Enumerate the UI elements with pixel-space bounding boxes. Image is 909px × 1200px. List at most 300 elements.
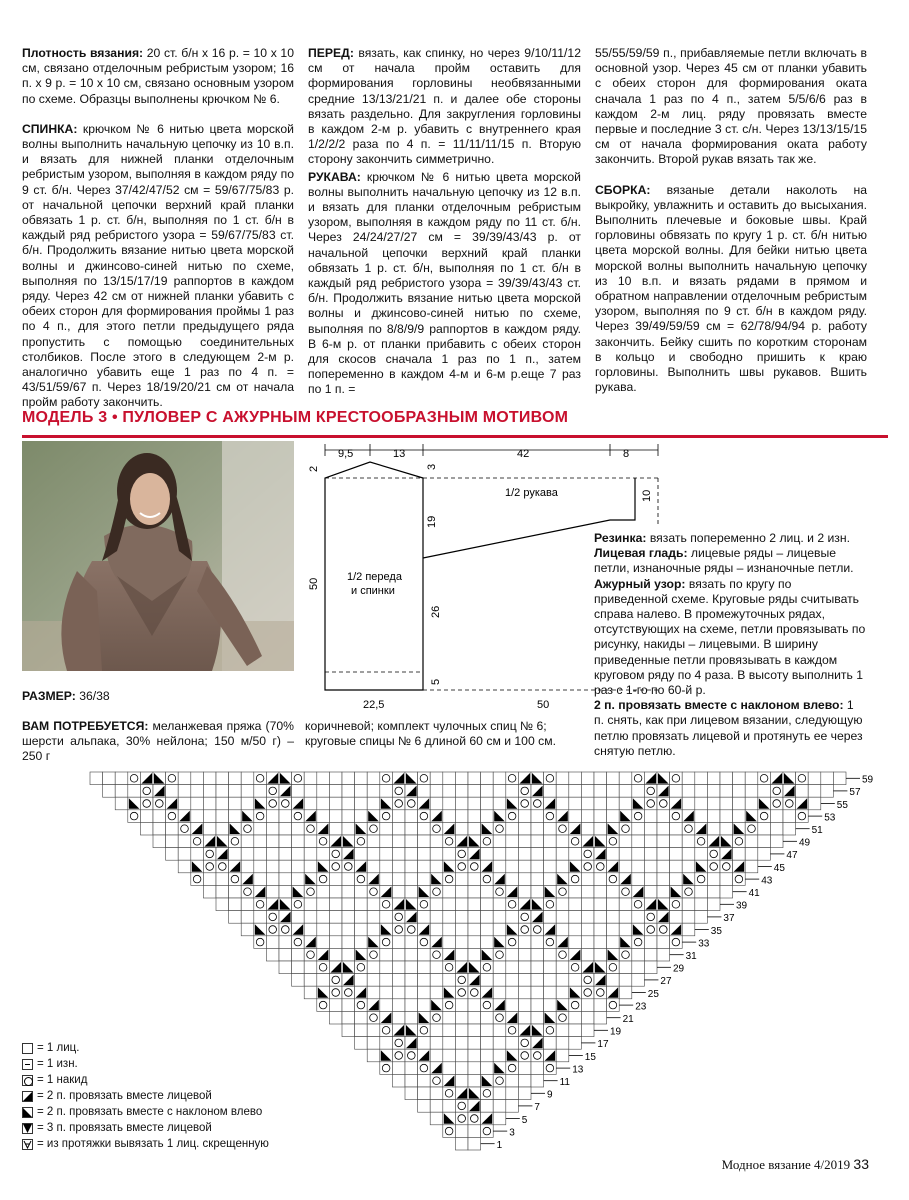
chart-cell bbox=[518, 1087, 531, 1100]
chart-cell bbox=[619, 848, 632, 861]
chart-cell bbox=[430, 1049, 443, 1062]
chart-cell bbox=[632, 860, 645, 873]
chart-cell bbox=[254, 860, 267, 873]
chart-cell bbox=[191, 785, 204, 798]
chart-cell bbox=[657, 936, 670, 949]
chart-cell bbox=[569, 898, 582, 911]
page-footer bbox=[722, 1156, 869, 1173]
chart-cell bbox=[481, 797, 494, 810]
chart-cell bbox=[607, 923, 620, 936]
chart-cell bbox=[783, 797, 796, 810]
dim-26: 26 bbox=[430, 605, 442, 618]
chart-cell bbox=[657, 923, 670, 936]
chart-cell bbox=[279, 885, 292, 898]
chart-cell bbox=[695, 810, 708, 823]
chart-cell bbox=[531, 974, 544, 987]
chart-cell bbox=[355, 1037, 368, 1050]
chart-cell bbox=[569, 835, 582, 848]
chart-cell bbox=[430, 1024, 443, 1037]
chart-cell bbox=[468, 923, 481, 936]
chart-cell bbox=[758, 835, 771, 848]
chart-cell bbox=[380, 835, 393, 848]
chart-cell bbox=[430, 1087, 443, 1100]
chart-cell bbox=[632, 873, 645, 886]
chart-cell bbox=[392, 822, 405, 835]
chart-cell bbox=[531, 835, 544, 848]
chart-cell bbox=[531, 885, 544, 898]
chart-cell bbox=[216, 873, 229, 886]
chart-cell bbox=[581, 1011, 594, 1024]
chart-cell bbox=[607, 797, 620, 810]
chart-cell bbox=[594, 923, 607, 936]
chart-cell bbox=[481, 999, 494, 1012]
chart-cell bbox=[392, 835, 405, 848]
chart-cell bbox=[342, 772, 355, 785]
back-text: крючком № 6 нитью цвета морской волны выполнить начальную цепочку из 10 в.п. и вязать для нижней планки отделочным ребристым узором, выполняя в каждом ряду по 9 ст. б/н. Через 37/42/47/52 см = 59/67/75/83 р. от начальной цепочки верхний край планки обвязать 1 р. ст. б/н, выполняя по 1 ст. б/н в каждый ряд ребристого узора = 59/67/75/83 ст. б/н. Продолжить вязание нитью цвета морской волны и джинсово-синей нитью по схеме, выполняя по 13/15/17/19 раппортов в каждом ряду. Через 42 см от нижней планки убавить с обеих сторон для формирования проймы 1 раз по 4 п., для этого петли предыдущего ряда пропустить с помощью соединительных столбиков. После этого в следующем 2-м р. аналогично убавить еще 1 раз по 4 п. = 43/51/59/67 п. Через 18/19/20/21 см от начала пройм работу закончить. bbox=[22, 121, 294, 410]
chart-cell bbox=[430, 923, 443, 936]
chart-cell bbox=[443, 974, 456, 987]
chart-cell bbox=[607, 961, 620, 974]
chart-cell bbox=[670, 911, 683, 924]
chart-cell bbox=[392, 974, 405, 987]
chart-cell bbox=[607, 898, 620, 911]
chart-cell bbox=[619, 986, 632, 999]
chart-cell bbox=[455, 810, 468, 823]
chart-cell bbox=[279, 961, 292, 974]
chart-cell bbox=[455, 848, 468, 861]
chart-cell bbox=[783, 810, 796, 823]
dim-50: 50 bbox=[308, 577, 320, 590]
chart-cell bbox=[808, 772, 821, 785]
sleeves-text: крючком № 6 нитью цвета морской волны выполнить начальную цепочку из 12 в.п. и вязать для планки отделочным ребристым узором, выполняя в каждом ряду по 11 ст. б/н. Через 24/24/27/27 см = 39/39/43/43 р. от начальной цепочки верхний край планки обвязать 1 р. ст. б/н, выполняя по 1 ст. б/н в каждый ряд ребристого узора = 39/39/43/43 ст. б/н. Продолжить вязание нитью цвета морской волны и джинсово-синей нитью по схеме, выполняя по 8/8/9/9 раппортов в каждом ряду. В 6-м р. от планки прибавить с обеих сторон для скосов сначала 1 раз по 1 п., затем попеременно в каждом 4-м и 6-м р.еще 7 раз по 1 п. = bbox=[308, 169, 581, 397]
chart-cell bbox=[581, 797, 594, 810]
chart-cell bbox=[607, 835, 620, 848]
chart-cell bbox=[518, 1011, 531, 1024]
stitch-descriptions bbox=[594, 531, 866, 759]
chart-cell bbox=[619, 885, 632, 898]
legend-item bbox=[22, 1056, 269, 1072]
chart-cell bbox=[166, 835, 179, 848]
chart-cell bbox=[733, 772, 746, 785]
chart-cell bbox=[733, 785, 746, 798]
chart-cell bbox=[355, 999, 368, 1012]
chart-cell bbox=[418, 1062, 431, 1075]
dim-8: 8 bbox=[623, 448, 630, 460]
chart-cell bbox=[556, 885, 569, 898]
chart-cell bbox=[581, 974, 594, 987]
dim-2: 2 bbox=[308, 465, 320, 472]
chart-cell bbox=[481, 936, 494, 949]
chart-cell bbox=[392, 911, 405, 924]
chart-cell bbox=[569, 923, 582, 936]
chart-cell bbox=[317, 848, 330, 861]
chart-cell bbox=[443, 923, 456, 936]
chart-cell bbox=[695, 785, 708, 798]
chart-cell bbox=[644, 860, 657, 873]
chart-cell bbox=[405, 835, 418, 848]
chart-cell bbox=[670, 936, 683, 949]
chart-cell bbox=[430, 885, 443, 898]
chart-cell bbox=[392, 810, 405, 823]
chart-cell bbox=[493, 1049, 506, 1062]
chart-cell bbox=[682, 797, 695, 810]
chart-cell bbox=[216, 860, 229, 873]
chart-cell bbox=[455, 785, 468, 798]
chart-cell bbox=[644, 911, 657, 924]
chart-cell bbox=[317, 810, 330, 823]
chart-cell bbox=[279, 948, 292, 961]
chart-cell bbox=[644, 936, 657, 949]
chart-cell bbox=[367, 898, 380, 911]
chart-cell bbox=[367, 1049, 380, 1062]
chart-cell bbox=[292, 936, 305, 949]
chart-cell bbox=[758, 848, 771, 861]
chart-cell bbox=[405, 1087, 418, 1100]
chart-cell bbox=[367, 822, 380, 835]
magazine-name: Модное вязание 4/2019 bbox=[721, 1157, 851, 1172]
row-number: 1 bbox=[496, 1140, 503, 1151]
chart-cell bbox=[468, 860, 481, 873]
front-heading: ПЕРЕД: bbox=[308, 46, 354, 60]
text-column-1 bbox=[22, 46, 294, 426]
chart-cell bbox=[191, 835, 204, 848]
chart-cell bbox=[796, 785, 809, 798]
materials bbox=[22, 719, 294, 765]
chart-cell bbox=[392, 848, 405, 861]
chart-cell bbox=[770, 835, 783, 848]
chart-cell bbox=[468, 1062, 481, 1075]
chart-cell bbox=[317, 999, 330, 1012]
chart-cell bbox=[367, 885, 380, 898]
chart-cell bbox=[544, 810, 557, 823]
chart-cell bbox=[594, 948, 607, 961]
chart-cell bbox=[241, 923, 254, 936]
chart-cell bbox=[405, 810, 418, 823]
chart-cell bbox=[619, 923, 632, 936]
chart-cell bbox=[581, 936, 594, 949]
chart-cell bbox=[518, 1074, 531, 1087]
chart-cell bbox=[216, 885, 229, 898]
chart-cell bbox=[229, 873, 242, 886]
chart-cell bbox=[216, 822, 229, 835]
chart-cell bbox=[304, 986, 317, 999]
chart-cell bbox=[128, 810, 141, 823]
chart-cell bbox=[707, 898, 720, 911]
chart-cell bbox=[329, 974, 342, 987]
chart-cell bbox=[115, 785, 128, 798]
chart-cell bbox=[481, 772, 494, 785]
chart-cell bbox=[581, 898, 594, 911]
chart-cell bbox=[544, 898, 557, 911]
chart-cell bbox=[304, 974, 317, 987]
chart-cell bbox=[531, 810, 544, 823]
chart-cell bbox=[367, 911, 380, 924]
chart-cell bbox=[241, 911, 254, 924]
chart-cell bbox=[254, 822, 267, 835]
chart-cell bbox=[317, 785, 330, 798]
chart-cell bbox=[493, 1112, 506, 1125]
chart-cell bbox=[493, 835, 506, 848]
chart-cell bbox=[468, 986, 481, 999]
chart-cell bbox=[229, 835, 242, 848]
chart-cell bbox=[468, 999, 481, 1012]
chart-cell bbox=[594, 822, 607, 835]
chart-cell bbox=[443, 785, 456, 798]
chart-cell bbox=[506, 974, 519, 987]
row-number: 31 bbox=[685, 951, 697, 962]
chart-cell bbox=[140, 822, 153, 835]
chart-cell bbox=[518, 835, 531, 848]
chart-cell bbox=[455, 923, 468, 936]
chart-cell bbox=[455, 911, 468, 924]
chart-cell bbox=[493, 885, 506, 898]
chart-cell bbox=[266, 911, 279, 924]
chart-cell bbox=[644, 885, 657, 898]
chart-cell bbox=[355, 1011, 368, 1024]
dim-3: 3 bbox=[426, 463, 438, 470]
chart-cell bbox=[518, 797, 531, 810]
chart-cell bbox=[292, 772, 305, 785]
chart-cell bbox=[342, 911, 355, 924]
chart-cell bbox=[279, 835, 292, 848]
chart-cell bbox=[518, 822, 531, 835]
chart-cell bbox=[329, 822, 342, 835]
chart-cell bbox=[581, 999, 594, 1012]
chart-cell bbox=[644, 797, 657, 810]
chart-cell bbox=[493, 797, 506, 810]
chart-cell bbox=[531, 936, 544, 949]
chart-cell bbox=[607, 810, 620, 823]
row-number: 39 bbox=[736, 900, 748, 912]
body-label-2: и спинки bbox=[351, 585, 395, 597]
chart-cell bbox=[720, 822, 733, 835]
chart-cell bbox=[481, 898, 494, 911]
chart-cell bbox=[531, 873, 544, 886]
chart-cell bbox=[455, 1049, 468, 1062]
chart-cell bbox=[670, 810, 683, 823]
model-banner bbox=[22, 407, 888, 438]
twisted-icon bbox=[22, 1139, 33, 1150]
chart-cell bbox=[657, 797, 670, 810]
chart-cell bbox=[531, 797, 544, 810]
chart-cell bbox=[556, 797, 569, 810]
chart-cell bbox=[657, 810, 670, 823]
chart-cell bbox=[518, 948, 531, 961]
chart-cell bbox=[544, 822, 557, 835]
chart-cell bbox=[821, 785, 834, 798]
chart-cell bbox=[405, 948, 418, 961]
chart-cell bbox=[518, 873, 531, 886]
chart-cell bbox=[594, 873, 607, 886]
chart-cell bbox=[682, 911, 695, 924]
chart-cell bbox=[90, 772, 103, 785]
chart-cell bbox=[342, 923, 355, 936]
chart-cell bbox=[392, 873, 405, 886]
chart-cell bbox=[682, 822, 695, 835]
chart-cell bbox=[569, 810, 582, 823]
chart-cell bbox=[707, 785, 720, 798]
chart-cell bbox=[493, 974, 506, 987]
chart-cell bbox=[644, 848, 657, 861]
chart-cell bbox=[808, 785, 821, 798]
chart-cell bbox=[581, 772, 594, 785]
chart-cell bbox=[254, 911, 267, 924]
chart-cell bbox=[607, 999, 620, 1012]
chart-cell bbox=[203, 797, 216, 810]
row-number: 37 bbox=[723, 913, 735, 925]
chart-cell bbox=[418, 948, 431, 961]
chart-cell bbox=[506, 898, 519, 911]
chart-cell bbox=[443, 1011, 456, 1024]
chart-cell bbox=[317, 936, 330, 949]
chart-cell bbox=[367, 1024, 380, 1037]
chart-cell bbox=[355, 961, 368, 974]
chart-cell bbox=[203, 885, 216, 898]
chart-cell bbox=[644, 835, 657, 848]
chart-cell bbox=[518, 810, 531, 823]
chart-cell bbox=[355, 1024, 368, 1037]
chart-cell bbox=[468, 873, 481, 886]
chart-cell bbox=[329, 898, 342, 911]
chart-cell bbox=[392, 1074, 405, 1087]
chart-cell bbox=[329, 785, 342, 798]
legend-text: = 2 п. провязать вместе лицевой bbox=[37, 1090, 212, 1102]
chart-cell bbox=[418, 999, 431, 1012]
chart-cell bbox=[544, 785, 557, 798]
row-number: 55 bbox=[836, 799, 848, 811]
chart-cell bbox=[518, 1049, 531, 1062]
chart-cell bbox=[594, 911, 607, 924]
chart-cell bbox=[304, 948, 317, 961]
chart-cell bbox=[657, 835, 670, 848]
chart-cell bbox=[569, 1024, 582, 1037]
chart-cell bbox=[254, 785, 267, 798]
chart-cell bbox=[140, 797, 153, 810]
chart-cell bbox=[581, 1024, 594, 1037]
chart-cell bbox=[292, 961, 305, 974]
chart-cell bbox=[506, 810, 519, 823]
chart-cell bbox=[178, 860, 191, 873]
chart-cell bbox=[380, 1024, 393, 1037]
chart-cell bbox=[279, 810, 292, 823]
chart-cell bbox=[758, 822, 771, 835]
chart-cell bbox=[468, 772, 481, 785]
chart-cell bbox=[455, 936, 468, 949]
chart-cell bbox=[695, 911, 708, 924]
row-number: 9 bbox=[547, 1089, 553, 1101]
chart-cell bbox=[644, 923, 657, 936]
chart-cell bbox=[556, 1049, 569, 1062]
chart-cell bbox=[493, 948, 506, 961]
chart-cell bbox=[279, 822, 292, 835]
row-number: 5 bbox=[521, 1114, 528, 1126]
sleeve-label: 1/2 рукава bbox=[505, 487, 558, 499]
chart-cell bbox=[241, 860, 254, 873]
chart-cell bbox=[670, 835, 683, 848]
chart-cell bbox=[733, 848, 746, 861]
chart-cell bbox=[493, 772, 506, 785]
row-number: 43 bbox=[761, 875, 773, 887]
chart-cell bbox=[531, 822, 544, 835]
dim-42: 42 bbox=[517, 448, 530, 460]
chart-cell bbox=[481, 961, 494, 974]
chart-cell bbox=[304, 885, 317, 898]
chart-cell bbox=[266, 948, 279, 961]
row-number: 21 bbox=[622, 1014, 634, 1025]
chart-cell bbox=[544, 986, 557, 999]
chart-cell bbox=[367, 785, 380, 798]
page-number: 33 bbox=[853, 1156, 869, 1172]
chart-cell bbox=[405, 1062, 418, 1075]
chart-cell bbox=[367, 848, 380, 861]
chart-cell bbox=[493, 923, 506, 936]
chart-cell bbox=[367, 974, 380, 987]
chart-cell bbox=[506, 835, 519, 848]
chart-cell bbox=[544, 961, 557, 974]
chart-cell bbox=[695, 772, 708, 785]
chart-cell bbox=[329, 936, 342, 949]
chart-cell bbox=[657, 860, 670, 873]
chart-cell bbox=[342, 797, 355, 810]
chart-cell bbox=[355, 873, 368, 886]
chart-cell bbox=[241, 797, 254, 810]
chart-cell bbox=[329, 948, 342, 961]
chart-cell bbox=[518, 785, 531, 798]
chart-cell bbox=[745, 860, 758, 873]
chart-cell bbox=[544, 999, 557, 1012]
chart-cell bbox=[455, 1125, 468, 1138]
chart-cell bbox=[455, 898, 468, 911]
chart-cell bbox=[418, 1024, 431, 1037]
chart-cell bbox=[342, 986, 355, 999]
chart-cell bbox=[292, 873, 305, 886]
chart-cell bbox=[443, 797, 456, 810]
chart-cell bbox=[531, 923, 544, 936]
chart-cell bbox=[481, 1011, 494, 1024]
chart-cell bbox=[481, 848, 494, 861]
chart-cell bbox=[178, 772, 191, 785]
chart-cell bbox=[619, 822, 632, 835]
row-number: 59 bbox=[862, 774, 874, 786]
chart-cell bbox=[632, 822, 645, 835]
row-number: 35 bbox=[710, 925, 722, 937]
chart-cell bbox=[569, 797, 582, 810]
chart-cell bbox=[607, 873, 620, 886]
dim-13: 13 bbox=[393, 448, 406, 460]
chart-cell bbox=[254, 772, 267, 785]
chart-cell bbox=[178, 822, 191, 835]
chart-cell bbox=[632, 936, 645, 949]
legend-item bbox=[22, 1136, 269, 1152]
chart-cell bbox=[468, 885, 481, 898]
row-number: 15 bbox=[584, 1051, 596, 1063]
chart-cell bbox=[430, 860, 443, 873]
legend-item bbox=[22, 1072, 269, 1088]
chart-cell bbox=[191, 873, 204, 886]
chart-cell bbox=[443, 1024, 456, 1037]
chart-cell bbox=[594, 785, 607, 798]
chart-cell bbox=[657, 848, 670, 861]
chart-cell bbox=[430, 1100, 443, 1113]
chart-cell bbox=[191, 848, 204, 861]
row-number: 57 bbox=[849, 787, 861, 799]
chart-cell bbox=[594, 860, 607, 873]
chart-cell bbox=[518, 1037, 531, 1050]
chart-cell bbox=[594, 986, 607, 999]
chart-cell bbox=[405, 999, 418, 1012]
chart-cell bbox=[556, 974, 569, 987]
chart-cell bbox=[317, 873, 330, 886]
